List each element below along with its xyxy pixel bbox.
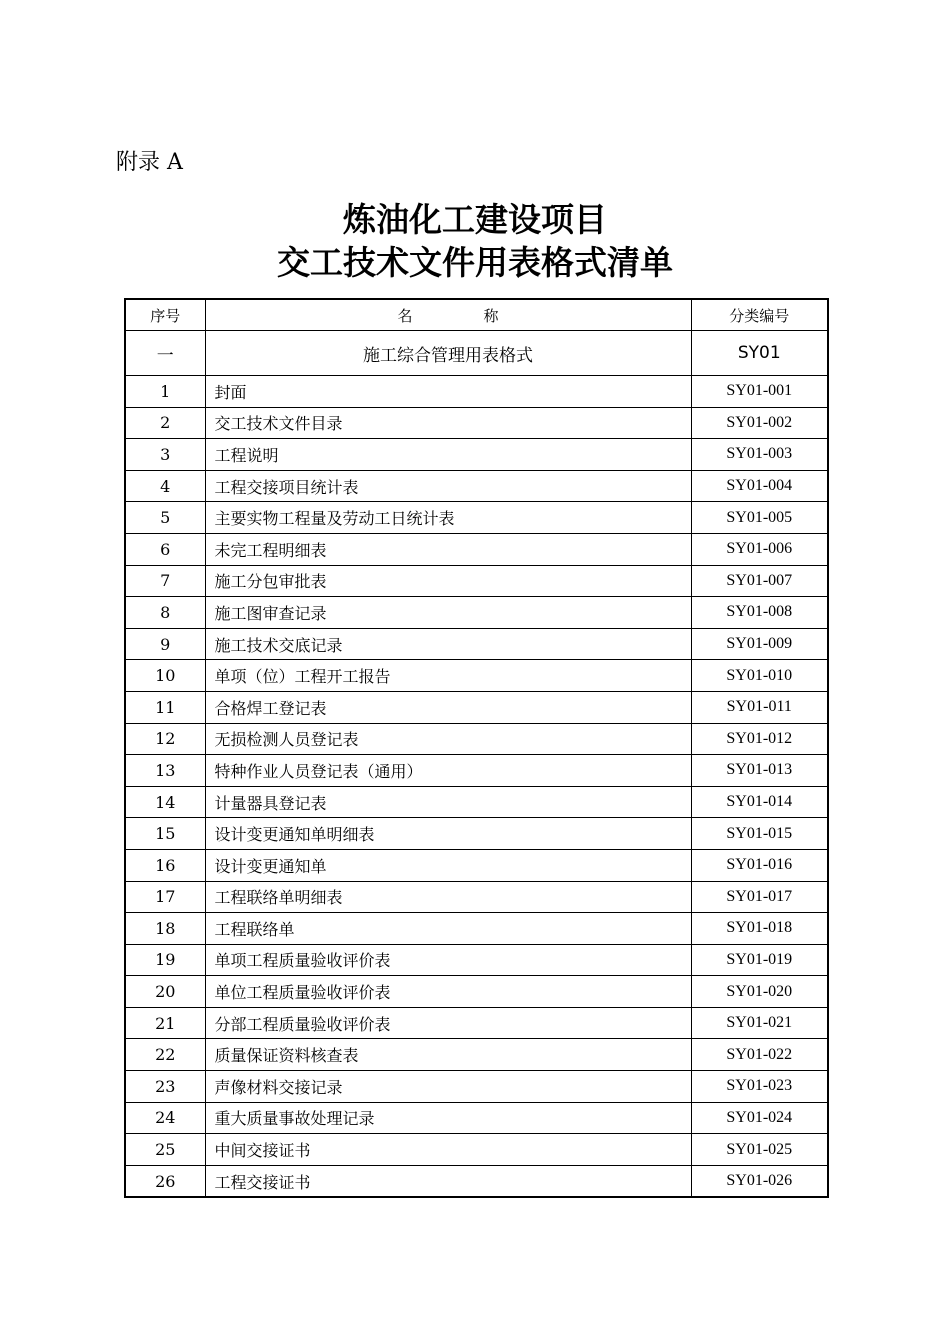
table-row <box>125 1071 828 1103</box>
table-row <box>125 1102 828 1134</box>
header-name: 名 称 <box>205 299 691 331</box>
row-name: 工程说明 <box>205 439 691 471</box>
table-row <box>125 849 828 881</box>
row-name: 单项工程质量验收评价表 <box>205 944 691 976</box>
header-num: 序号 <box>125 299 205 331</box>
row-name: 特种作业人员登记表（通用） <box>205 755 691 787</box>
row-num: 6 <box>125 533 205 565</box>
form-list-table <box>124 298 829 1198</box>
row-name: 设计变更通知单明细表 <box>205 818 691 850</box>
row-code: SY01-003 <box>691 439 828 471</box>
row-name: 设计变更通知单 <box>205 849 691 881</box>
table-row <box>125 439 828 471</box>
section-num: 一 <box>125 331 205 376</box>
row-code: SY01-006 <box>691 533 828 565</box>
table-row <box>125 723 828 755</box>
header-code: 分类编号 <box>691 299 828 331</box>
table-row <box>125 597 828 629</box>
row-name: 中间交接证书 <box>205 1134 691 1166</box>
appendix-label: 附录 A <box>116 150 183 175</box>
row-code: SY01-017 <box>691 881 828 913</box>
row-code: SY01-018 <box>691 913 828 945</box>
row-num: 12 <box>125 723 205 755</box>
table-row <box>125 533 828 565</box>
table-row <box>125 691 828 723</box>
row-num: 1 <box>125 376 205 408</box>
row-code: SY01-024 <box>691 1102 828 1134</box>
table-row <box>125 502 828 534</box>
row-code: SY01-016 <box>691 849 828 881</box>
table-row <box>125 976 828 1008</box>
table-header-row <box>125 299 828 331</box>
row-name: 封面 <box>205 376 691 408</box>
row-num: 2 <box>125 407 205 439</box>
row-name: 施工技术交底记录 <box>205 628 691 660</box>
row-code: SY01-021 <box>691 1007 828 1039</box>
table-row <box>125 565 828 597</box>
row-code: SY01-008 <box>691 597 828 629</box>
row-name: 无损检测人员登记表 <box>205 723 691 755</box>
row-num: 21 <box>125 1007 205 1039</box>
row-num: 9 <box>125 628 205 660</box>
row-name: 主要实物工程量及劳动工日统计表 <box>205 502 691 534</box>
table-row <box>125 755 828 787</box>
row-name: 工程联络单明细表 <box>205 881 691 913</box>
table-row <box>125 944 828 976</box>
table-row <box>125 786 828 818</box>
row-name: 工程联络单 <box>205 913 691 945</box>
row-code: SY01-001 <box>691 376 828 408</box>
table-row <box>125 660 828 692</box>
row-code: SY01-002 <box>691 407 828 439</box>
row-code: SY01-019 <box>691 944 828 976</box>
row-code: SY01-010 <box>691 660 828 692</box>
section-code: SY01 <box>691 331 828 376</box>
table-row <box>125 881 828 913</box>
row-num: 19 <box>125 944 205 976</box>
row-code: SY01-012 <box>691 723 828 755</box>
row-code: SY01-007 <box>691 565 828 597</box>
row-num: 4 <box>125 470 205 502</box>
row-num: 17 <box>125 881 205 913</box>
row-name: 计量器具登记表 <box>205 786 691 818</box>
row-name: 单项（位）工程开工报告 <box>205 660 691 692</box>
row-name: 未完工程明细表 <box>205 533 691 565</box>
row-code: SY01-026 <box>691 1165 828 1197</box>
table-row <box>125 1165 828 1197</box>
table-row <box>125 628 828 660</box>
table-row <box>125 1039 828 1071</box>
row-code: SY01-013 <box>691 755 828 787</box>
row-name: 合格焊工登记表 <box>205 691 691 723</box>
section-name: 施工综合管理用表格式 <box>205 331 691 376</box>
row-code: SY01-004 <box>691 470 828 502</box>
row-name: 重大质量事故处理记录 <box>205 1102 691 1134</box>
table-row <box>125 470 828 502</box>
table-row <box>125 1134 828 1166</box>
row-num: 25 <box>125 1134 205 1166</box>
row-num: 10 <box>125 660 205 692</box>
row-num: 15 <box>125 818 205 850</box>
table-row <box>125 1007 828 1039</box>
row-name: 施工图审查记录 <box>205 597 691 629</box>
row-code: SY01-005 <box>691 502 828 534</box>
row-name: 工程交接证书 <box>205 1165 691 1197</box>
row-name: 质量保证资料核查表 <box>205 1039 691 1071</box>
table-row <box>125 376 828 408</box>
table-row <box>125 913 828 945</box>
row-name: 交工技术文件目录 <box>205 407 691 439</box>
row-name: 工程交接项目统计表 <box>205 470 691 502</box>
document-title-line2: 交工技术文件用表格式清单 <box>277 243 673 282</box>
document-title-line1: 炼油化工建设项目 <box>343 200 607 239</box>
row-num: 11 <box>125 691 205 723</box>
row-num: 23 <box>125 1071 205 1103</box>
row-name: 单位工程质量验收评价表 <box>205 976 691 1008</box>
row-code: SY01-022 <box>691 1039 828 1071</box>
row-code: SY01-011 <box>691 691 828 723</box>
row-num: 14 <box>125 786 205 818</box>
section-row <box>125 331 828 376</box>
row-code: SY01-020 <box>691 976 828 1008</box>
row-code: SY01-009 <box>691 628 828 660</box>
row-name: 施工分包审批表 <box>205 565 691 597</box>
row-num: 7 <box>125 565 205 597</box>
table-row <box>125 818 828 850</box>
row-name: 声像材料交接记录 <box>205 1071 691 1103</box>
row-num: 24 <box>125 1102 205 1134</box>
table-row <box>125 407 828 439</box>
row-num: 18 <box>125 913 205 945</box>
row-num: 13 <box>125 755 205 787</box>
row-num: 26 <box>125 1165 205 1197</box>
row-code: SY01-023 <box>691 1071 828 1103</box>
row-num: 5 <box>125 502 205 534</box>
row-code: SY01-025 <box>691 1134 828 1166</box>
row-code: SY01-015 <box>691 818 828 850</box>
row-num: 3 <box>125 439 205 471</box>
row-num: 22 <box>125 1039 205 1071</box>
row-num: 20 <box>125 976 205 1008</box>
row-name: 分部工程质量验收评价表 <box>205 1007 691 1039</box>
row-num: 16 <box>125 849 205 881</box>
row-num: 8 <box>125 597 205 629</box>
row-code: SY01-014 <box>691 786 828 818</box>
